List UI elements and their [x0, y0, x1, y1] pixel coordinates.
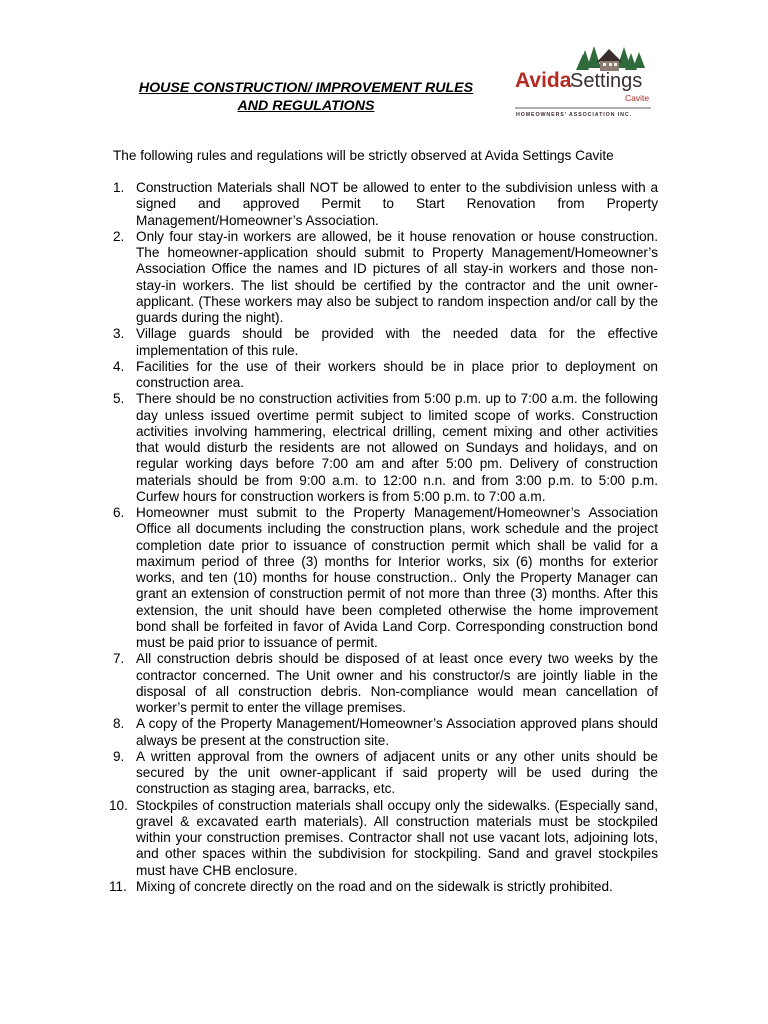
rule-text: Facilities for the use of their workers should be in place prior to deployment on construction area. — [136, 358, 658, 390]
rule-number: 1. — [113, 180, 125, 195]
logo-brand: Avida — [515, 69, 572, 92]
rule-item — [109, 878, 658, 895]
logo-product: Settings — [570, 70, 643, 92]
rule-text: All construction debris should be disposed of at least once every two weeks by the contractor concerned. The Unit owner and his constructor/s are jointly liable in the disposal of all construction debris. Non-compliance would mean cancellation of worker’s permit to enter the village premises. — [136, 651, 658, 715]
rule-number: 10. — [109, 797, 128, 813]
rule-item — [113, 505, 658, 651]
title-line-1: HOUSE CONSTRUCTION/ IMPROVEMENT RULES — [138, 80, 474, 96]
rule-text: A copy of the Property Management/Homeowner’s Association approved plans should always be present at the construction site. — [136, 716, 658, 748]
rule-number: 9. — [113, 748, 125, 764]
logo-location: Cavite — [625, 93, 650, 103]
intro-text: The following rules and regulations will be strictly observed at Avida Settings Cavite — [113, 148, 614, 163]
rule-text: Construction Materials shall NOT be allowed to enter to the subdivision unless with a signed and approved Permit to Start Renovation from Property Management/Homeowner’s Association. — [136, 180, 658, 228]
rule-number: 11. — [109, 878, 127, 894]
rule-item — [113, 229, 658, 327]
house-trees-icon — [576, 46, 645, 71]
rule-text: Mixing of concrete directly on the road and on the sidewalk is strictly prohibited. — [136, 878, 613, 894]
rule-text: There should be no construction activities from 5:00 p.m. up to 7:00 a.m. the following day unless issued overtime permit subject to limited scope of works. Construction activities involving hammering, electrical drilling, cement mixing and other activities that would disturb the residents are not allowed on Sundays and holidays, and on regular working days before 7:00 am and after 5:00 pm. Delivery of construction materials should be from 9:00 a.m. to 12:00 n.n. and from 3:00 p.m. to 5:00 p.m. Curfew hours for construction workers is from 5:00 p.m. to 7:00 a.m. — [136, 391, 658, 504]
rule-number: 7. — [113, 651, 125, 667]
rule-item — [113, 359, 658, 392]
rule-item — [113, 180, 658, 229]
rule-text: Village guards should be provided with the needed data for the effective implementation of this rule. — [136, 326, 658, 358]
rule-number: 3. — [113, 326, 125, 342]
rule-number: 2. — [113, 228, 125, 244]
rules-list — [109, 180, 658, 895]
rule-text: Stockpiles of construction materials shall occupy only the sidewalks. (Especially sand, gravel & excavated earth materials). All construction materials must be stockpiled within your construction premises. Contractor shall not use vacant lots, adjoining lots, and other spaces within the subdivision for stockpiling. Sand and gravel stockpiles must have CHB enclosure. — [136, 797, 658, 878]
rule-item — [109, 797, 658, 879]
rule-number: 8. — [113, 716, 125, 732]
rule-item — [113, 326, 658, 359]
rule-text: Only four stay-in workers are allowed, be it house renovation or house construction. The homeowner-application should submit to Property Management/Homeowner’s Association Office the names and ID pictures of all stay-in workers and those non-stay-in workers. The list should be certified by the contractor and the unit owner-applicant. (These workers may also be subject to random inspection and/or call by the guards during the night). — [136, 228, 658, 325]
page-title — [112, 79, 500, 115]
rule-item — [113, 749, 658, 798]
title-line-2: AND REGULATIONS — [237, 98, 375, 114]
logo-graphic — [513, 40, 655, 120]
rule-item — [113, 651, 658, 716]
rule-text: Homeowner must submit to the Property Management/Homeowner’s Association Office all documents including the construction plans, work schedule and the project completion date prior to issuance of construction permit which shall be valid for a maximum period of three (3) months for Interior works, six (6) months for exterior works, and ten (10) months for house construction.. Only the Property Manager can grant an extension of construction permit of not more than three (3) months. After this extension, the unit should have been completed otherwise the home improvement bond shall be forfeited in favor of Avida Land Corp. Corresponding construction bond must be paid prior to issuance of permit. — [136, 505, 658, 650]
rule-text: A written approval from the owners of adjacent units or any other units should be secured by the unit owner-applicant if said property will be used during the construction as staging area, barracks, etc. — [136, 748, 658, 797]
rule-number: 4. — [113, 358, 125, 374]
rule-number: 6. — [113, 505, 125, 520]
logo-association: HOMEOWNERS' ASSOCIATION INC. — [516, 112, 632, 118]
rule-item — [113, 391, 658, 505]
rule-item — [113, 716, 658, 749]
rule-number: 5. — [113, 391, 125, 407]
avida-settings-logo — [513, 40, 655, 120]
